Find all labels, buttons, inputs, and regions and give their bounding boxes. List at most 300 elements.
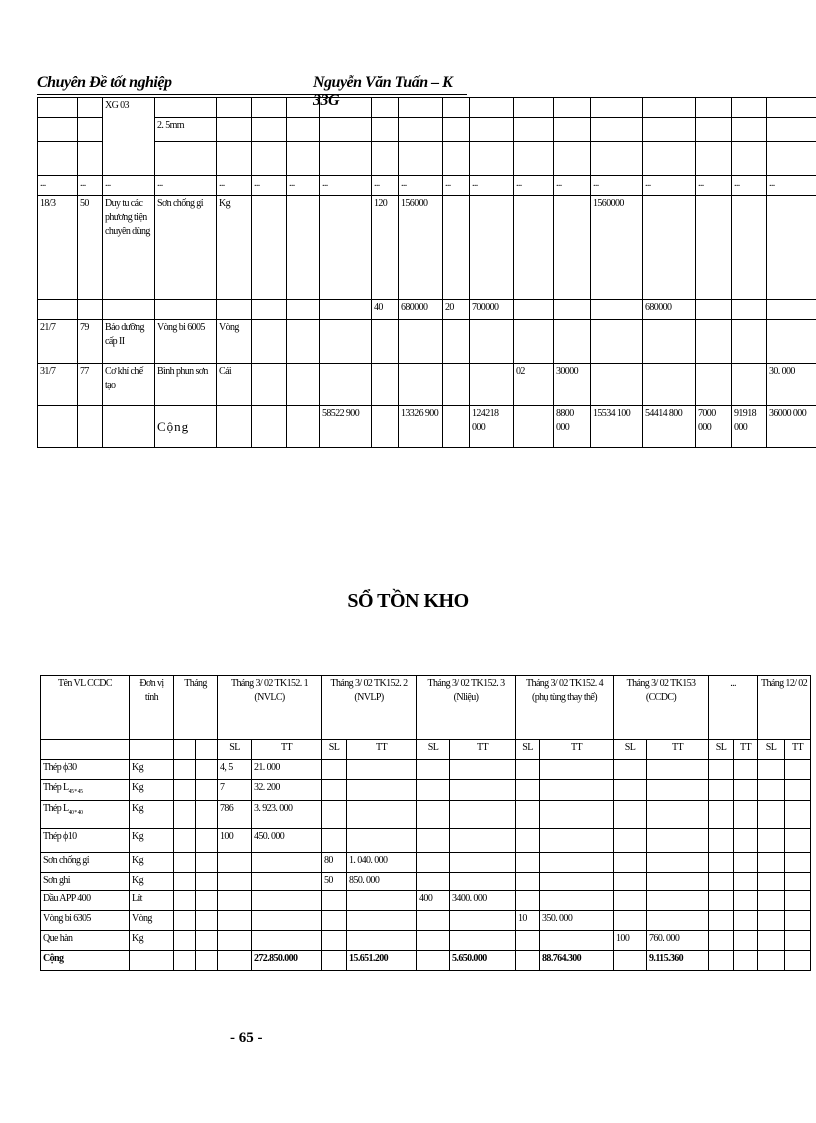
- table-cell: [696, 364, 732, 406]
- table-row: [38, 196, 816, 300]
- table-cell: [196, 931, 218, 951]
- table-cell: [450, 801, 516, 829]
- table-cell: ...: [252, 176, 287, 196]
- column-header: SL: [218, 740, 252, 760]
- table-cell: [614, 801, 647, 829]
- table-cell: Bảo dưỡng cấp II: [103, 320, 155, 364]
- table-row: [41, 891, 811, 911]
- table-cell: ...: [372, 176, 399, 196]
- table-cell: 680000: [643, 300, 696, 320]
- table-cell: [217, 118, 252, 142]
- table-cell: ...: [399, 176, 443, 196]
- table-cell: [174, 951, 196, 971]
- table-cell: ...: [591, 176, 643, 196]
- table-cell: [347, 931, 417, 951]
- table-cell: 79: [78, 320, 103, 364]
- total-value: 5.650.000: [450, 951, 516, 971]
- table-cell: ...: [696, 176, 732, 196]
- table-cell: 13326 900: [399, 406, 443, 448]
- table-cell: [322, 911, 347, 931]
- table-cell: [591, 320, 643, 364]
- table-cell: [732, 142, 767, 176]
- table-cell: 20: [443, 300, 470, 320]
- table-cell: 18/3: [38, 196, 78, 300]
- table-cell: [709, 760, 734, 780]
- table-cell: [320, 98, 372, 118]
- table-cell: [322, 801, 347, 829]
- table-cell: [785, 873, 811, 891]
- table-cell: [322, 780, 347, 801]
- table-cell: [709, 873, 734, 891]
- table-row: [41, 911, 811, 931]
- table-cell: [320, 196, 372, 300]
- table-cell: [450, 873, 516, 891]
- table-cell: [287, 142, 320, 176]
- column-header: Tháng 3/ 02 TK152. 1 (NVLC): [218, 676, 322, 740]
- table-cell: [554, 98, 591, 118]
- table-cell: [696, 98, 732, 118]
- table-cell: Vòng: [130, 911, 174, 931]
- table-row: [38, 176, 816, 196]
- table-cell: [643, 142, 696, 176]
- total-label: Cộng: [41, 951, 130, 971]
- table-cell: [196, 853, 218, 873]
- column-header: Tháng 12/ 02: [758, 676, 811, 740]
- table-cell: [372, 364, 399, 406]
- table-cell: [155, 142, 217, 176]
- table-cell: [322, 891, 347, 911]
- column-header: SL: [709, 740, 734, 760]
- table-cell: [38, 118, 78, 142]
- table-cell: [734, 891, 758, 911]
- column-header: SL: [516, 740, 540, 760]
- table-cell: [643, 320, 696, 364]
- table-cell: 450. 000: [252, 829, 322, 853]
- table-cell: [709, 891, 734, 911]
- total-value: 15.651.200: [347, 951, 417, 971]
- table-cell: [514, 300, 554, 320]
- table-cell: [196, 740, 218, 760]
- table-cell: Cơ khí chế tạo: [103, 364, 155, 406]
- table-cell: [450, 853, 516, 873]
- table-cell: Cái: [217, 364, 252, 406]
- table-cell: Sơn chống gỉ: [155, 196, 217, 300]
- table-cell: [785, 829, 811, 853]
- table-cell: [217, 406, 252, 448]
- material-name: Que hàn: [43, 933, 73, 944]
- table-cell: [443, 98, 470, 118]
- table-cell: [647, 853, 709, 873]
- table-cell: Kg: [130, 801, 174, 829]
- table-cell: [443, 320, 470, 364]
- ledger-table: [37, 97, 816, 448]
- column-header: Đơn vị tính: [130, 676, 174, 740]
- table-cell: [647, 911, 709, 931]
- table-cell: 32. 200: [252, 780, 322, 801]
- table-cell: ...: [155, 176, 217, 196]
- table-cell: [322, 760, 347, 780]
- table-cell: [252, 320, 287, 364]
- table-cell: 400: [417, 891, 450, 911]
- table-cell: [320, 142, 372, 176]
- table-cell: [614, 829, 647, 853]
- table-cell: [785, 801, 811, 829]
- table-cell: [767, 300, 816, 320]
- table-cell: 156000: [399, 196, 443, 300]
- table-cell: [252, 142, 287, 176]
- table-cell: ...: [103, 176, 155, 196]
- material-name: Vòng bi 6305: [43, 913, 91, 924]
- table-cell: 4, 5: [218, 760, 252, 780]
- table-cell: [767, 98, 816, 118]
- table-cell: [758, 951, 785, 971]
- table-row: [41, 931, 811, 951]
- table-cell: [322, 931, 347, 951]
- table-cell: Lít: [130, 891, 174, 911]
- table-cell: [767, 196, 816, 300]
- table-cell: [218, 911, 252, 931]
- table-cell: ...: [470, 176, 514, 196]
- table-cell: [217, 98, 252, 118]
- table-cell: [252, 364, 287, 406]
- table-cell: [217, 142, 252, 176]
- table-cell: [514, 98, 554, 118]
- table-cell: [696, 118, 732, 142]
- page-number: - 65 -: [230, 1030, 263, 1046]
- table-cell: [767, 118, 816, 142]
- table-cell: [647, 780, 709, 801]
- table-cell: XG 03: [103, 98, 155, 176]
- table-cell: [322, 951, 347, 971]
- table-cell: [758, 780, 785, 801]
- table-cell: [734, 760, 758, 780]
- table-cell: ...: [217, 176, 252, 196]
- table-cell: [287, 364, 320, 406]
- table-row: [41, 780, 811, 801]
- total-value: 272.850.000: [252, 951, 322, 971]
- table-cell: [174, 873, 196, 891]
- table-cell: 31/7: [38, 364, 78, 406]
- table-cell: [41, 760, 130, 780]
- column-header: TT: [785, 740, 811, 760]
- header-left: Chuyên Đề tốt nghiệp: [37, 74, 172, 91]
- dimension-subscript: 45 * 45: [68, 789, 83, 795]
- table-cell: 36000 000: [767, 406, 816, 448]
- table-cell: [470, 118, 514, 142]
- table-cell: [554, 320, 591, 364]
- table-cell: [287, 118, 320, 142]
- table-cell: [347, 780, 417, 801]
- column-header: SL: [614, 740, 647, 760]
- table-cell: [38, 406, 78, 448]
- total-row: [41, 951, 811, 971]
- table-cell: [647, 891, 709, 911]
- table-cell: 8800 000: [554, 406, 591, 448]
- table-cell: [450, 829, 516, 853]
- column-header: TT: [647, 740, 709, 760]
- table-cell: 100: [614, 931, 647, 951]
- table-cell: [734, 873, 758, 891]
- table-cell: [347, 760, 417, 780]
- table-cell: [38, 98, 78, 118]
- material-name: Sơn chống gỉ: [43, 855, 89, 866]
- table-cell: Kg: [130, 760, 174, 780]
- table-cell: [709, 853, 734, 873]
- table-cell: [516, 801, 540, 829]
- table-cell: [785, 780, 811, 801]
- table-cell: [734, 931, 758, 951]
- table-cell: [643, 364, 696, 406]
- table-cell: ...: [643, 176, 696, 196]
- table-cell: [732, 98, 767, 118]
- table-cell: [218, 951, 252, 971]
- column-header: SL: [322, 740, 347, 760]
- table-cell: [174, 780, 196, 801]
- table-cell: [450, 760, 516, 780]
- table-cell: [643, 98, 696, 118]
- header-row: [41, 676, 811, 740]
- table-cell: [647, 801, 709, 829]
- table-cell: [252, 873, 322, 891]
- table-cell: [514, 142, 554, 176]
- table-cell: [287, 196, 320, 300]
- table-cell: [322, 829, 347, 853]
- table-cell: [514, 118, 554, 142]
- table-cell: [196, 780, 218, 801]
- table-cell: [732, 118, 767, 142]
- table-cell: [38, 142, 78, 176]
- table-cell: [252, 911, 322, 931]
- table-cell: [287, 98, 320, 118]
- table-row: [41, 801, 811, 829]
- table-cell: [732, 300, 767, 320]
- table-cell: [614, 780, 647, 801]
- table-cell: 02: [514, 364, 554, 406]
- subheader-row: [41, 740, 811, 760]
- table-cell: [174, 911, 196, 931]
- table-cell: 80: [322, 853, 347, 873]
- table-cell: 850. 000: [347, 873, 417, 891]
- table-cell: ...: [554, 176, 591, 196]
- table-cell: [78, 118, 103, 142]
- table-row: [38, 300, 816, 320]
- table-cell: [767, 142, 816, 176]
- table-cell: [78, 98, 103, 118]
- table-cell: 30000: [554, 364, 591, 406]
- table-cell: 350. 000: [540, 911, 614, 931]
- table-cell: [443, 118, 470, 142]
- table-cell: [443, 196, 470, 300]
- table-cell: [614, 911, 647, 931]
- table-cell: [417, 951, 450, 971]
- table-cell: [174, 853, 196, 873]
- column-header: Tháng 3/ 02 TK153 (CCDC): [614, 676, 709, 740]
- table-cell: 21/7: [38, 320, 78, 364]
- table-cell: [217, 300, 252, 320]
- table-cell: [734, 801, 758, 829]
- table-cell: [758, 853, 785, 873]
- table-cell: [174, 740, 196, 760]
- table-cell: [252, 931, 322, 951]
- table-cell: [38, 300, 78, 320]
- table-cell: [347, 891, 417, 911]
- table-cell: [554, 118, 591, 142]
- column-header: SL: [417, 740, 450, 760]
- table-row: [41, 760, 811, 780]
- table-row: [41, 829, 811, 853]
- table-cell: 21. 000: [252, 760, 322, 780]
- table-row: [38, 406, 816, 448]
- table-cell: [320, 118, 372, 142]
- table-cell: Kg: [130, 829, 174, 853]
- table-row: [41, 853, 811, 873]
- table-cell: [372, 98, 399, 118]
- table-cell: [252, 406, 287, 448]
- table-cell: [252, 891, 322, 911]
- table-cell: 124218 000: [470, 406, 514, 448]
- table-cell: [758, 911, 785, 931]
- table-cell: Vòng: [217, 320, 252, 364]
- table-cell: [450, 911, 516, 931]
- table-cell: 58522 900: [320, 406, 372, 448]
- table-cell: [516, 891, 540, 911]
- table-cell: [218, 931, 252, 951]
- table-cell: [347, 801, 417, 829]
- table-cell: [252, 98, 287, 118]
- table-cell: Kg: [130, 853, 174, 873]
- table-cell: [417, 760, 450, 780]
- table-cell: [41, 740, 130, 760]
- table-cell: ...: [767, 176, 816, 196]
- table-cell: [470, 364, 514, 406]
- table-row: [38, 320, 816, 364]
- column-header: TT: [252, 740, 322, 760]
- table-cell: 680000: [399, 300, 443, 320]
- table-cell: [450, 931, 516, 951]
- table-cell: [41, 911, 130, 931]
- table-cell: [196, 911, 218, 931]
- table-cell: [540, 780, 614, 801]
- table-row: [41, 873, 811, 891]
- table-cell: Duy tu các phương tiện chuyên dùng: [103, 196, 155, 300]
- table-cell: [614, 891, 647, 911]
- table-cell: [41, 853, 130, 873]
- table-cell: [78, 142, 103, 176]
- table-cell: Bình phun sơn: [155, 364, 217, 406]
- table-cell: [196, 829, 218, 853]
- table-cell: ...: [732, 176, 767, 196]
- table-cell: Vòng bi 6005: [155, 320, 217, 364]
- table-cell: [516, 873, 540, 891]
- table-cell: [785, 891, 811, 911]
- table-cell: [174, 801, 196, 829]
- table-cell: [516, 780, 540, 801]
- table-cell: [287, 406, 320, 448]
- material-name: Thép L: [43, 782, 69, 793]
- table-cell: [540, 829, 614, 853]
- table-cell: [196, 891, 218, 911]
- table-cell: [709, 829, 734, 853]
- table-cell: [417, 801, 450, 829]
- table-cell: 100: [218, 829, 252, 853]
- table-cell: [591, 300, 643, 320]
- column-header: Tháng: [174, 676, 218, 740]
- table-cell: [758, 891, 785, 911]
- table-cell: [196, 801, 218, 829]
- table-cell: 700000: [470, 300, 514, 320]
- table-cell: [591, 98, 643, 118]
- table-cell: [785, 853, 811, 873]
- table-cell: [399, 364, 443, 406]
- table-cell: [78, 300, 103, 320]
- table-cell: 1560000: [591, 196, 643, 300]
- table-cell: [174, 760, 196, 780]
- table-cell: 54414 800: [643, 406, 696, 448]
- table-cell: [732, 364, 767, 406]
- table-cell: 7000 000: [696, 406, 732, 448]
- table-cell: 91918 000: [732, 406, 767, 448]
- table-cell: 3. 923. 000: [252, 801, 322, 829]
- material-name: Thép L: [43, 803, 69, 814]
- table-cell: [218, 853, 252, 873]
- table-cell: [732, 196, 767, 300]
- table-row: [38, 142, 816, 176]
- table-cell: ...: [320, 176, 372, 196]
- column-header: Tên VL CCDC: [41, 676, 130, 740]
- table-cell: [516, 829, 540, 853]
- table-cell: [252, 196, 287, 300]
- table-cell: [647, 829, 709, 853]
- table-cell: [554, 196, 591, 300]
- table-cell: [516, 853, 540, 873]
- table-cell: [41, 801, 130, 829]
- table-cell: [252, 853, 322, 873]
- table-cell: [417, 780, 450, 801]
- table-cell: [470, 196, 514, 300]
- table-cell: [732, 320, 767, 364]
- table-cell: [399, 320, 443, 364]
- table-cell: [709, 931, 734, 951]
- table-cell: [399, 142, 443, 176]
- dimension-subscript: 40 * 40: [68, 810, 83, 816]
- header-right: Nguyễn Văn Tuấn – K 33G: [313, 74, 453, 109]
- table-cell: [785, 911, 811, 931]
- table-cell: [516, 760, 540, 780]
- table-cell: ...: [514, 176, 554, 196]
- table-cell: [758, 760, 785, 780]
- table-cell: [734, 780, 758, 801]
- table-cell: [614, 760, 647, 780]
- table-cell: [540, 801, 614, 829]
- table-cell: 30. 000: [767, 364, 816, 406]
- table-cell: [41, 873, 130, 891]
- table-cell: [643, 196, 696, 300]
- table-cell: [372, 118, 399, 142]
- table-cell: 10: [516, 911, 540, 931]
- table-cell: [734, 911, 758, 931]
- table-cell: [614, 873, 647, 891]
- table-cell: [540, 853, 614, 873]
- table-cell: 40: [372, 300, 399, 320]
- table-row: [38, 364, 816, 406]
- table-cell: [758, 801, 785, 829]
- table-cell: [417, 911, 450, 931]
- table-cell: [347, 829, 417, 853]
- table-cell: [709, 801, 734, 829]
- total-value: 9.115.360: [647, 951, 709, 971]
- column-header: ...: [709, 676, 758, 740]
- table-cell: [614, 853, 647, 873]
